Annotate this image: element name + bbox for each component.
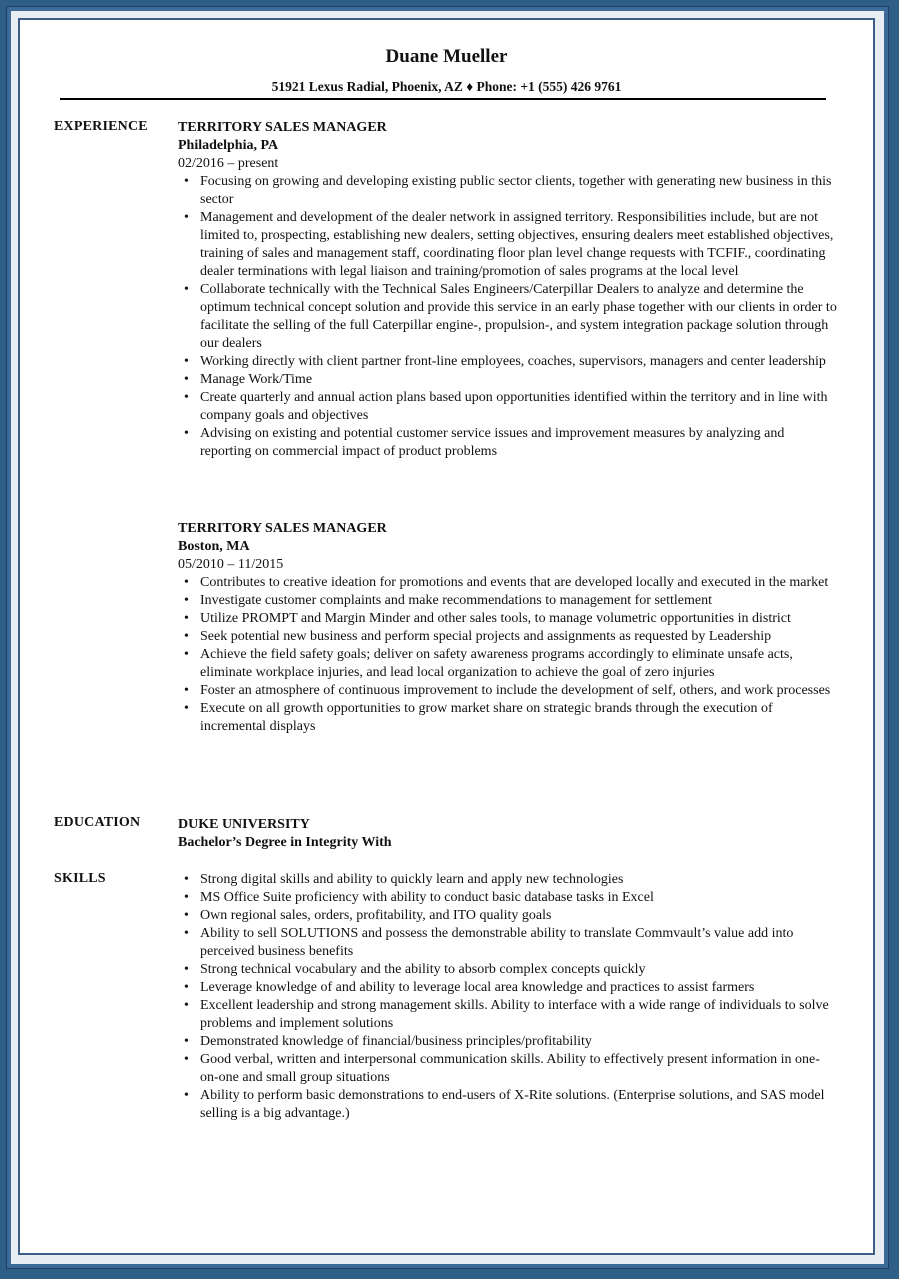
- list-item: • Achieve the field safety goals; deliver on safety awareness programs accordingly to eliminate unsafe acts, eliminate workplace injuries, and lead local organization to achieve the goal of zero injuries: [178, 646, 838, 682]
- list-item: • Good verbal, written and interpersonal communication skills. Ability to effectively present information in one-on-one and small group situations: [178, 1051, 838, 1087]
- job-location: Boston, MA: [178, 539, 250, 554]
- skills-list: [178, 871, 838, 1123]
- education-entry: [178, 816, 838, 852]
- list-item: • Excellent leadership and strong management skills. Ability to interface with a wide range of individuals to solve problems and implement solutions: [178, 997, 838, 1033]
- experience-heading: EXPERIENCE: [54, 119, 148, 134]
- contact-line: 51921 Lexus Radial, Phoenix, AZ ♦ Phone: +1 (555) 426 9761: [271, 79, 622, 94]
- list-item: • Advising on existing and potential customer service issues and improvement measures by analyzing and reporting on commercial impact of product problems: [178, 425, 838, 461]
- job-bullets: [178, 574, 838, 736]
- resume-page: [18, 18, 875, 1255]
- list-item: • Management and development of the dealer network in assigned territory. Responsibilities include, but are not limited to, prospecting, establishing new dealers, setting objectives, ensuring dealers meet established objectives, training of sales and management staff, coordinating floor plan level change requests with TCFIF., coordinating dealer terminations with legal liaison and training/promotion of sales programs at the local level: [178, 209, 838, 281]
- job-title: TERRITORY SALES MANAGER: [178, 120, 387, 135]
- candidate-name: Duane Mueller: [385, 46, 508, 67]
- list-item: • Create quarterly and annual action plans based upon opportunities identified within the territory and in line with company goals and objectives: [178, 389, 838, 425]
- school-name: DUKE UNIVERSITY: [178, 817, 310, 832]
- job-title: TERRITORY SALES MANAGER: [178, 521, 387, 536]
- job-entry-1: [178, 119, 838, 461]
- list-item: • Strong technical vocabulary and the ability to absorb complex concepts quickly: [178, 961, 838, 979]
- list-item: • Focusing on growing and developing existing public sector clients, together with generating new business in this sector: [178, 173, 838, 209]
- list-item: • Strong digital skills and ability to quickly learn and apply new technologies: [178, 871, 838, 889]
- list-item: • Seek potential new business and perform special projects and assignments as requested by Leadership: [178, 628, 838, 646]
- education-heading: EDUCATION: [54, 815, 141, 830]
- list-item: • Collaborate technically with the Technical Sales Engineers/Caterpillar Dealers to analyze and determine the optimum technical concept solution and provide this service in an early phase together with our clients in order to facilitate the selling of the full Caterpillar engine-, propulsion-, and system integration package solution through our dealers: [178, 281, 838, 353]
- list-item: • Investigate customer complaints and make recommendations to management for settlement: [178, 592, 838, 610]
- skills-heading: SKILLS: [54, 871, 106, 886]
- job-dates: 05/2010 – 11/2015: [178, 557, 284, 572]
- header-divider: [60, 98, 826, 100]
- job-location: Philadelphia, PA: [178, 138, 279, 153]
- list-item: • Own regional sales, orders, profitability, and ITO quality goals: [178, 907, 838, 925]
- job-dates: 02/2016 – present: [178, 156, 279, 171]
- list-item: • Execute on all growth opportunities to grow market share on strategic brands through the execution of incremental displays: [178, 700, 838, 736]
- skills-list-block: [178, 871, 838, 1123]
- list-item: • Working directly with client partner front-line employees, coaches, supervisors, managers and center leadership: [178, 353, 838, 371]
- list-item: • Utilize PROMPT and Margin Minder and other sales tools, to manage volumetric opportunities in district: [178, 610, 838, 628]
- list-item: • Manage Work/Time: [178, 371, 838, 389]
- list-item: • Foster an atmosphere of continuous improvement to include the development of self, others, and work processes: [178, 682, 838, 700]
- degree: Bachelor’s Degree in Integrity With: [178, 835, 392, 850]
- list-item: • Ability to perform basic demonstrations to end-users of X-Rite solutions. (Enterprise solutions, and SAS model selling is a big advantage.): [178, 1087, 838, 1123]
- job-bullets: [178, 173, 838, 461]
- list-item: • Leverage knowledge of and ability to leverage local area knowledge and practices to assist farmers: [178, 979, 838, 997]
- list-item: • Contributes to creative ideation for promotions and events that are developed locally and executed in the market: [178, 574, 838, 592]
- list-item: • Demonstrated knowledge of financial/business principles/profitability: [178, 1033, 838, 1051]
- list-item: • MS Office Suite proficiency with ability to conduct basic database tasks in Excel: [178, 889, 838, 907]
- job-entry-2: [178, 520, 838, 736]
- list-item: • Ability to sell SOLUTIONS and possess the demonstrable ability to translate Commvault’s value add into perceived business benefits: [178, 925, 838, 961]
